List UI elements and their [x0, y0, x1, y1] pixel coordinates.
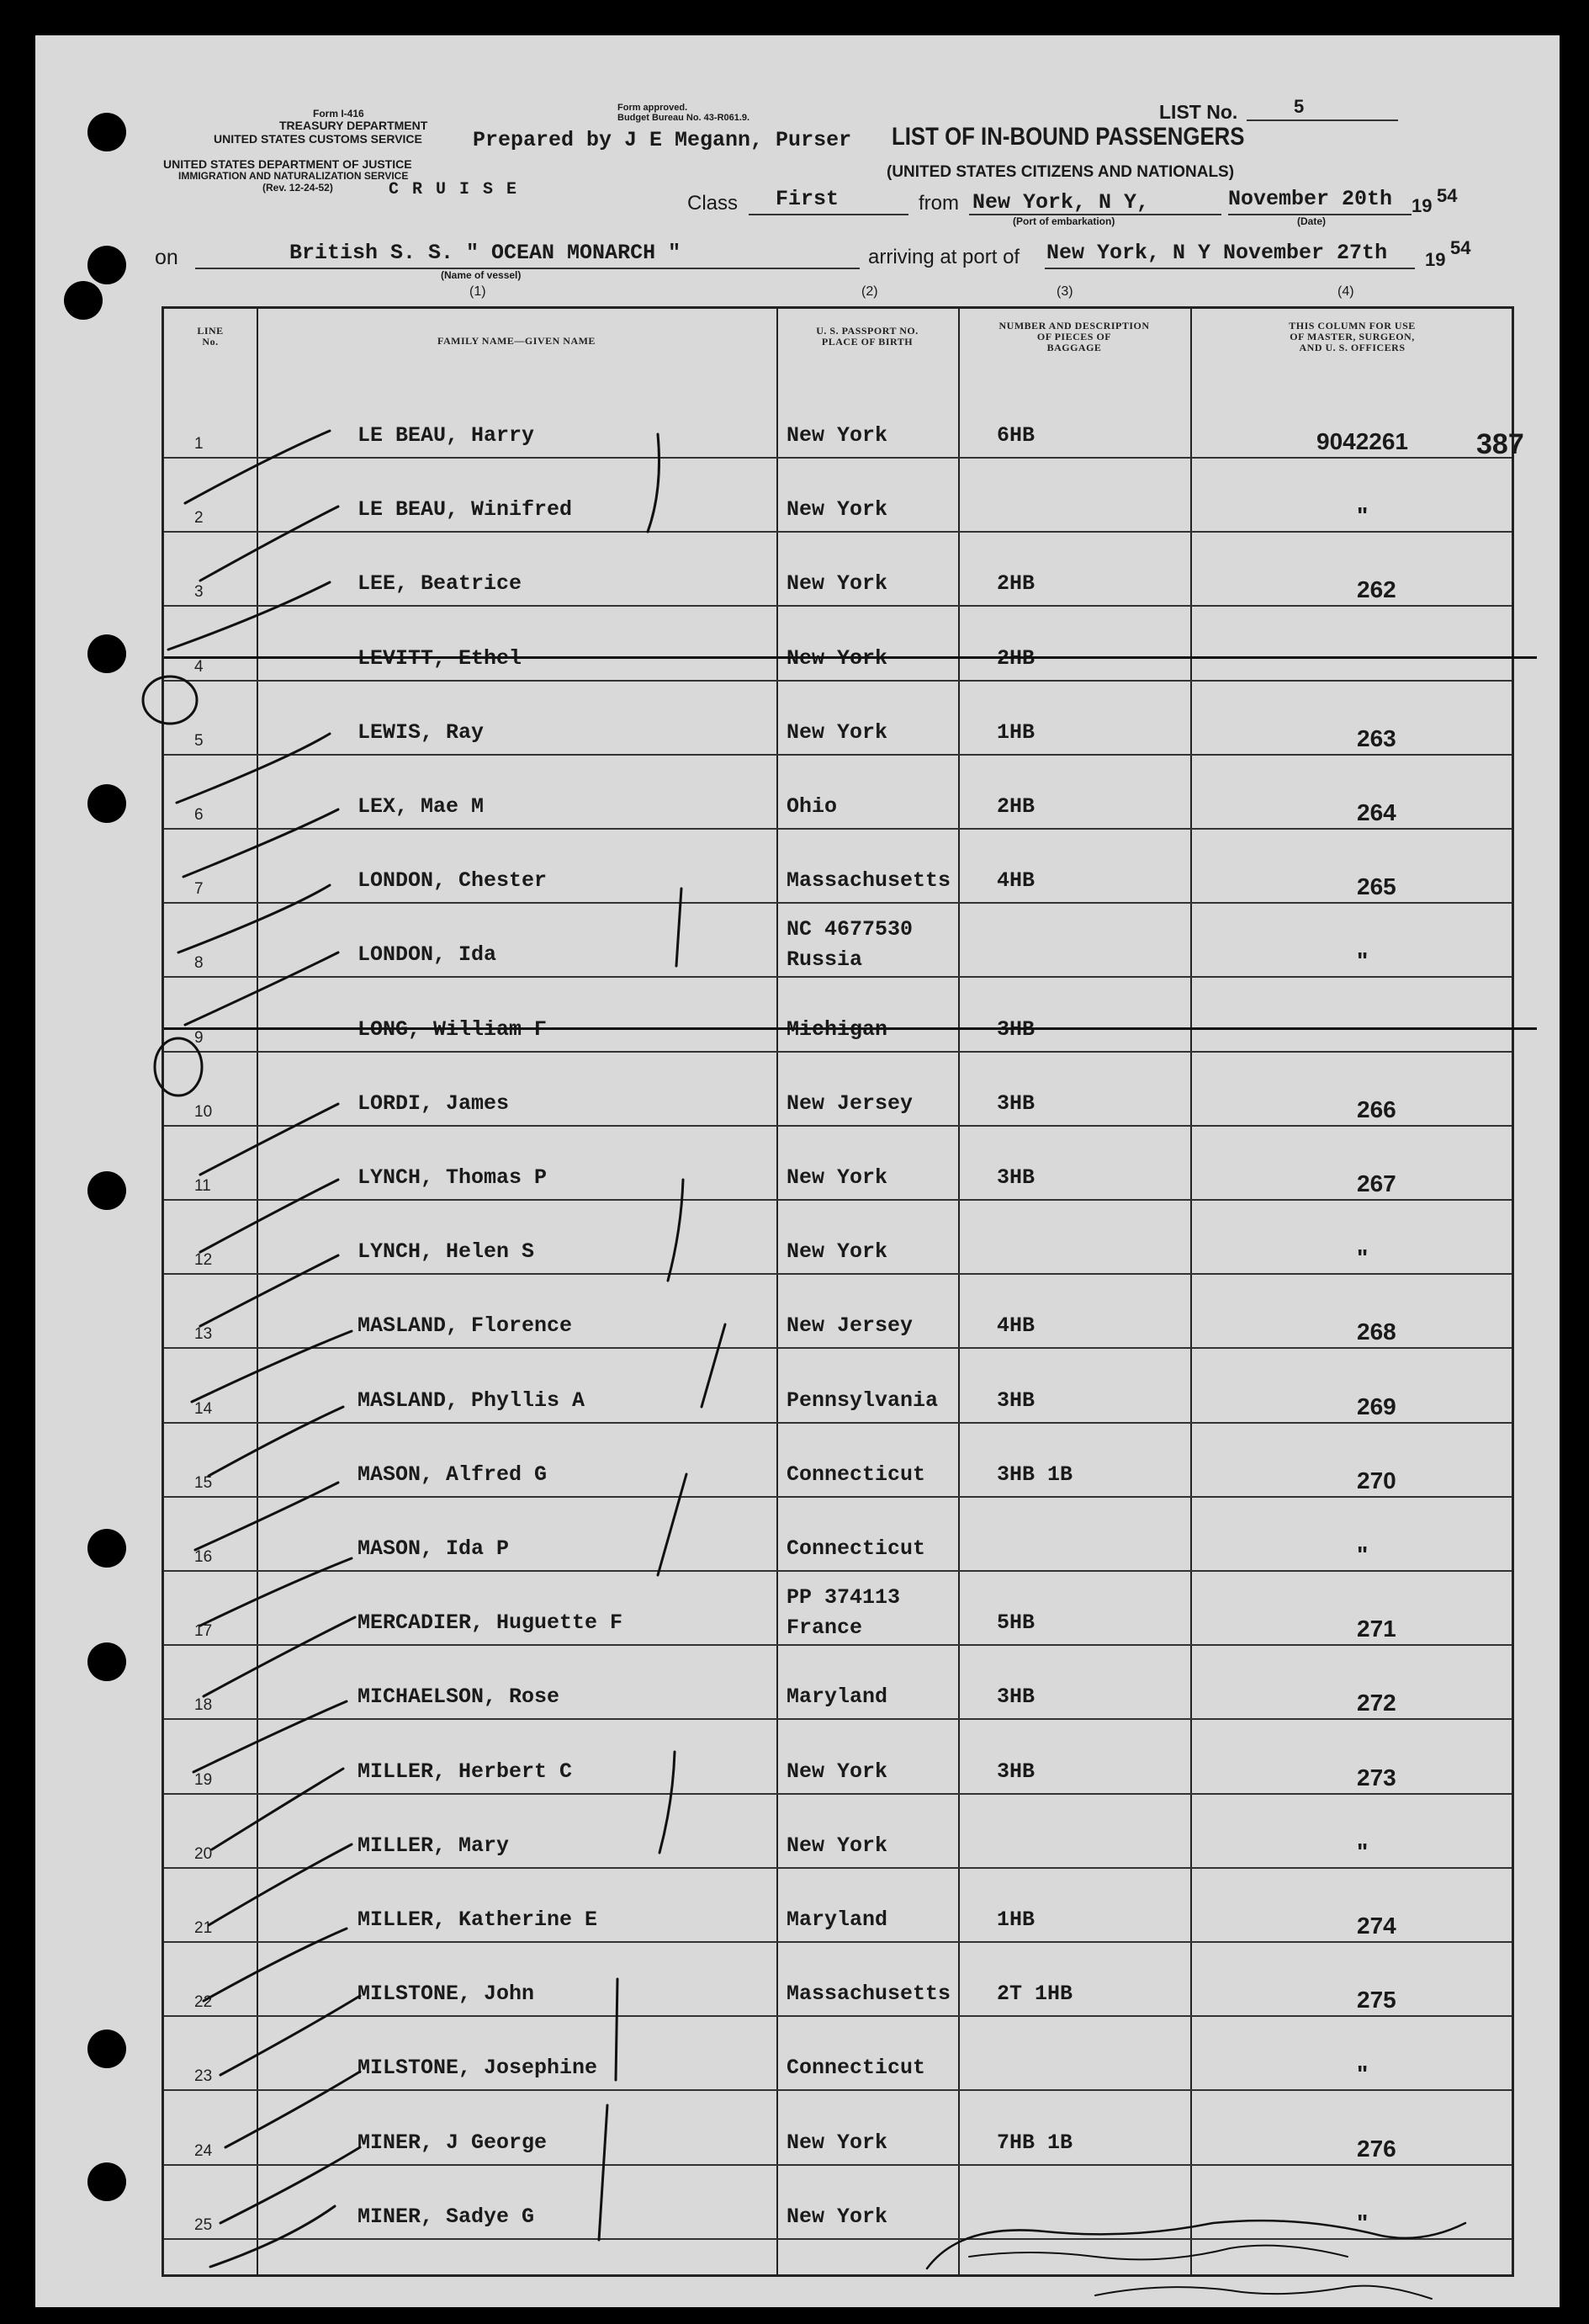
passenger-name: MINER, J George: [358, 2130, 548, 2155]
passenger-name: LEX, Mae M: [358, 794, 485, 819]
baggage: 4HB: [997, 1313, 1035, 1339]
caption-2: (2): [861, 284, 878, 299]
officer-number: 272: [1357, 1690, 1396, 1716]
table-row: [164, 756, 1512, 830]
baggage: 1HB: [997, 1907, 1035, 1932]
passenger-name: MASON, Ida P: [358, 1536, 510, 1561]
list-subtitle: (UNITED STATES CITIZENS AND NATIONALS): [887, 163, 1235, 181]
list-title: LIST OF IN-BOUND PASSENGERS: [892, 123, 1245, 151]
passenger-name: MASON, Alfred G: [358, 1462, 548, 1487]
from-value: New York, N Y,: [972, 190, 1150, 215]
col-header-baggage: NUMBER AND DESCRIPTION OF PIECES OF BAGGAGE: [998, 320, 1150, 353]
officer-number: ": [1357, 2209, 1369, 2236]
line-number: 17: [194, 1622, 213, 1641]
dept-customs: UNITED STATES CUSTOMS SERVICE: [214, 132, 422, 146]
place-of-birth: France: [787, 1616, 863, 1641]
place-of-birth: New York: [787, 1165, 888, 1190]
col-header-passport: U. S. PASSPORT NO. PLACE OF BIRTH: [816, 325, 919, 348]
baggage: 5HB: [997, 1610, 1035, 1636]
officer-number: ": [1357, 502, 1369, 529]
baggage: 4HB: [997, 868, 1035, 894]
arriving-label: arriving at port of: [868, 246, 1020, 268]
passenger-name: LEWIS, Ray: [358, 719, 485, 745]
line-number: 5: [194, 731, 204, 750]
passenger-name: LE BEAU, Winifred: [358, 497, 573, 523]
strike-through-line: [164, 1027, 1537, 1030]
form-revision: (Rev. 12-24-52): [262, 182, 333, 194]
place-of-birth: New York: [787, 2130, 888, 2155]
line-number: 1: [194, 435, 204, 453]
line-number: 4: [194, 657, 204, 676]
binder-hole: [87, 1642, 126, 1681]
table-row: [164, 2166, 1512, 2240]
passport-number: PP 374113: [787, 1585, 901, 1610]
line-number: 2: [194, 509, 204, 528]
table-row: [164, 1498, 1512, 1572]
dept-justice: UNITED STATES DEPARTMENT OF JUSTICE: [163, 157, 412, 171]
line-number: 12: [194, 1251, 213, 1270]
line-number: 18: [194, 1696, 213, 1715]
officer-number: 273: [1357, 1764, 1396, 1791]
line-number: 13: [194, 1325, 213, 1344]
officer-number: 9042261: [1316, 428, 1409, 454]
officer-number: 271: [1357, 1616, 1396, 1642]
manifest-sheet: [35, 35, 1560, 2307]
officer-number: 264: [1357, 799, 1396, 825]
officer-number: ": [1357, 1244, 1369, 1271]
vessel-underline: [195, 268, 860, 269]
passenger-name: LONDON, Chester: [358, 868, 548, 894]
officer-number: ": [1357, 1838, 1369, 1865]
line-number: 14: [194, 1399, 213, 1418]
place-of-birth: Connecticut: [787, 1536, 926, 1561]
baggage: 3HB: [997, 1165, 1035, 1190]
form-number: Form I-416: [313, 108, 364, 119]
place-of-birth: New Jersey: [787, 1313, 914, 1339]
list-no-value: 5: [1294, 96, 1305, 117]
passenger-name: LEE, Beatrice: [358, 571, 522, 597]
place-of-birth: Connecticut: [787, 2056, 926, 2081]
binder-hole: [87, 634, 126, 673]
table-row: [164, 533, 1512, 607]
budget-bureau: Budget Bureau No. 43-R061.9.: [617, 113, 750, 123]
passenger-name: LEVITT, Ethel: [358, 645, 522, 671]
officer-number: 262: [1357, 576, 1396, 603]
line-number: 8: [194, 954, 204, 973]
line-number: 23: [194, 2067, 213, 2086]
officer-number: 267: [1357, 1170, 1396, 1196]
binder-hole: [87, 1171, 126, 1210]
line-number: 3: [194, 583, 204, 602]
col-header-officers: THIS COLUMN FOR USE OF MASTER, SURGEON, AND U. S. OFFICERS: [1289, 320, 1416, 353]
passenger-name: MILLER, Herbert C: [358, 1759, 573, 1784]
table-row: [164, 385, 1524, 460]
place-of-birth: New York: [787, 1239, 888, 1265]
place-of-birth: Maryland: [787, 1907, 888, 1932]
dept-treasury: TREASURY DEPARTMENT: [279, 119, 428, 132]
line-number: 19: [194, 1770, 213, 1789]
officer-number: 276: [1357, 2135, 1396, 2162]
line-number: 9: [194, 1028, 204, 1047]
place-of-birth: Ohio: [787, 794, 838, 819]
table-row: [164, 608, 1512, 682]
place-of-birth: Massachusetts: [787, 1982, 951, 2007]
arrival-underline: [1045, 268, 1415, 269]
baggage: 2HB: [997, 794, 1035, 819]
passenger-name: LE BEAU, Harry: [358, 423, 535, 448]
passenger-name: MINER, Sadye G: [358, 2204, 535, 2229]
place-of-birth: New York: [787, 497, 888, 523]
table-row: [164, 1350, 1512, 1424]
table-row: [164, 1127, 1512, 1201]
passenger-name: MILLER, Mary: [358, 1833, 510, 1858]
table-row: [164, 904, 1512, 978]
table-row: [164, 1424, 1512, 1498]
vessel-caption: (Name of vessel): [441, 269, 522, 281]
baggage: 3HB: [997, 1388, 1035, 1413]
place-of-birth: New York: [787, 423, 888, 448]
place-of-birth: New York: [787, 645, 888, 671]
line-number: 10: [194, 1102, 213, 1121]
passenger-name: MILSTONE, Josephine: [358, 2056, 598, 2081]
passenger-name: MASLAND, Florence: [358, 1313, 573, 1339]
binder-hole: [87, 1529, 126, 1568]
table-row: [164, 459, 1512, 533]
table-row: [164, 979, 1512, 1053]
baggage: 2T 1HB: [997, 1982, 1073, 2007]
officer-note: 387: [1476, 428, 1524, 460]
place-of-birth: Michigan: [787, 1016, 888, 1042]
caption-3: (3): [1057, 284, 1073, 299]
line-number: 6: [194, 806, 204, 824]
officer-number: 269: [1357, 1393, 1396, 1419]
line-number: 7: [194, 880, 204, 899]
binder-hole: [87, 113, 126, 151]
date-caption: (Date): [1297, 215, 1327, 227]
baggage: 3HB: [997, 1759, 1035, 1784]
passenger-name: LORDI, James: [358, 1090, 510, 1116]
passport-number: NC 4677530: [787, 917, 914, 942]
baggage: 3HB: [997, 1685, 1035, 1710]
passenger-name: LONDON, Ida: [358, 942, 497, 968]
cruise-label: C R U I S E: [389, 180, 519, 199]
on-label: on: [155, 246, 178, 269]
class-underline: [749, 214, 908, 215]
place-of-birth: New York: [787, 1759, 888, 1784]
line-number: 22: [194, 1993, 213, 2012]
table-row: [164, 1275, 1512, 1349]
from-label: from: [919, 192, 959, 215]
line-number: 20: [194, 1844, 213, 1863]
table-row: [164, 2017, 1512, 2091]
col-header-line-no: LINE No.: [197, 325, 224, 348]
officer-number: 265: [1357, 873, 1396, 900]
year-prefix: 19: [1412, 195, 1433, 216]
baggage: 3HB: [997, 1090, 1035, 1116]
place-of-birth: New Jersey: [787, 1090, 914, 1116]
line-number: 21: [194, 1919, 213, 1937]
passenger-name: MASLAND, Phyllis A: [358, 1388, 585, 1413]
table-row: [164, 1795, 1512, 1869]
officer-number: 266: [1357, 1096, 1396, 1122]
table-row: [164, 1646, 1512, 1720]
place-of-birth: Connecticut: [787, 1462, 926, 1487]
table-row: [164, 682, 1512, 756]
passenger-name: LYNCH, Thomas P: [358, 1165, 548, 1190]
class-label: Class: [687, 192, 739, 215]
table-row: [164, 1572, 1512, 1646]
list-no-underline: [1247, 119, 1398, 121]
line-number: 24: [194, 2141, 213, 2160]
strike-through-line: [164, 656, 1537, 659]
place-of-birth: New York: [787, 2204, 888, 2229]
class-value: First: [776, 187, 840, 211]
dept-immigration: IMMIGRATION AND NATURALIZATION SERVICE: [178, 170, 409, 182]
baggage: 3HB: [997, 1016, 1035, 1042]
line-number: 16: [194, 1548, 213, 1566]
table-row: [164, 1721, 1512, 1795]
table-row: [164, 1943, 1512, 2017]
binder-hole: [87, 784, 126, 823]
passenger-name: MILLER, Katherine E: [358, 1907, 598, 1932]
officer-number: 263: [1357, 724, 1396, 751]
line-number: 11: [194, 1177, 211, 1195]
officer-number: ": [1357, 2061, 1369, 2088]
prepared-by: Prepared by J E Megann, Purser: [473, 128, 852, 152]
col-header-name: FAMILY NAME—GIVEN NAME: [437, 335, 596, 347]
binder-hole: [64, 281, 103, 320]
vessel-name: British S. S. " OCEAN MONARCH ": [289, 241, 681, 265]
baggage: 7HB 1B: [997, 2130, 1073, 2155]
form-approved: Form approved.: [617, 103, 688, 113]
table-row: [164, 830, 1512, 904]
officer-number: ": [1357, 1541, 1369, 1568]
table-row: [164, 1869, 1512, 1943]
caption-4: (4): [1337, 284, 1354, 299]
table-row: [164, 1201, 1512, 1275]
list-no-label: LIST No.: [1159, 101, 1238, 123]
place-of-birth: Pennsylvania: [787, 1388, 939, 1413]
arrival-year-suffix: 54: [1450, 237, 1471, 258]
arrival-year-prefix: 19: [1425, 249, 1446, 270]
caption-1: (1): [469, 284, 486, 299]
passenger-name: MERCADIER, Huguette F: [358, 1610, 623, 1636]
officer-number: 275: [1357, 1987, 1396, 2014]
passenger-name: MICHAELSON, Rose: [358, 1685, 560, 1710]
passenger-name: MILSTONE, John: [358, 1982, 535, 2007]
passenger-name: LONG, William F: [358, 1016, 548, 1042]
table-row: [164, 1053, 1512, 1127]
place-of-birth: Russia: [787, 947, 863, 973]
officer-number: 268: [1357, 1319, 1396, 1345]
baggage: 1HB: [997, 719, 1035, 745]
binder-hole: [87, 2030, 126, 2068]
officer-number: ": [1357, 947, 1369, 974]
officer-number: 270: [1357, 1467, 1396, 1494]
table-row: [164, 2092, 1512, 2166]
passenger-table: [162, 306, 1524, 2277]
arrival-port-date: New York, N Y November 27th: [1046, 241, 1388, 265]
place-of-birth: New York: [787, 1833, 888, 1858]
baggage: 2HB: [997, 645, 1035, 671]
place-of-birth: New York: [787, 571, 888, 597]
officer-number: 274: [1357, 1913, 1396, 1939]
place-of-birth: New York: [787, 719, 888, 745]
baggage: 6HB: [997, 423, 1035, 448]
binder-hole: [87, 246, 126, 284]
line-number: 15: [194, 1473, 213, 1492]
binder-hole: [87, 2162, 126, 2201]
line-number: 25: [194, 2215, 213, 2234]
place-of-birth: Massachusetts: [787, 868, 951, 894]
port-embark-caption: (Port of embarkation): [1013, 215, 1115, 227]
baggage: 2HB: [997, 571, 1035, 597]
place-of-birth: Maryland: [787, 1685, 888, 1710]
year-suffix: 54: [1437, 185, 1458, 206]
baggage: 3HB 1B: [997, 1462, 1073, 1487]
passenger-name: LYNCH, Helen S: [358, 1239, 535, 1265]
embark-date: November 20th: [1228, 187, 1393, 211]
